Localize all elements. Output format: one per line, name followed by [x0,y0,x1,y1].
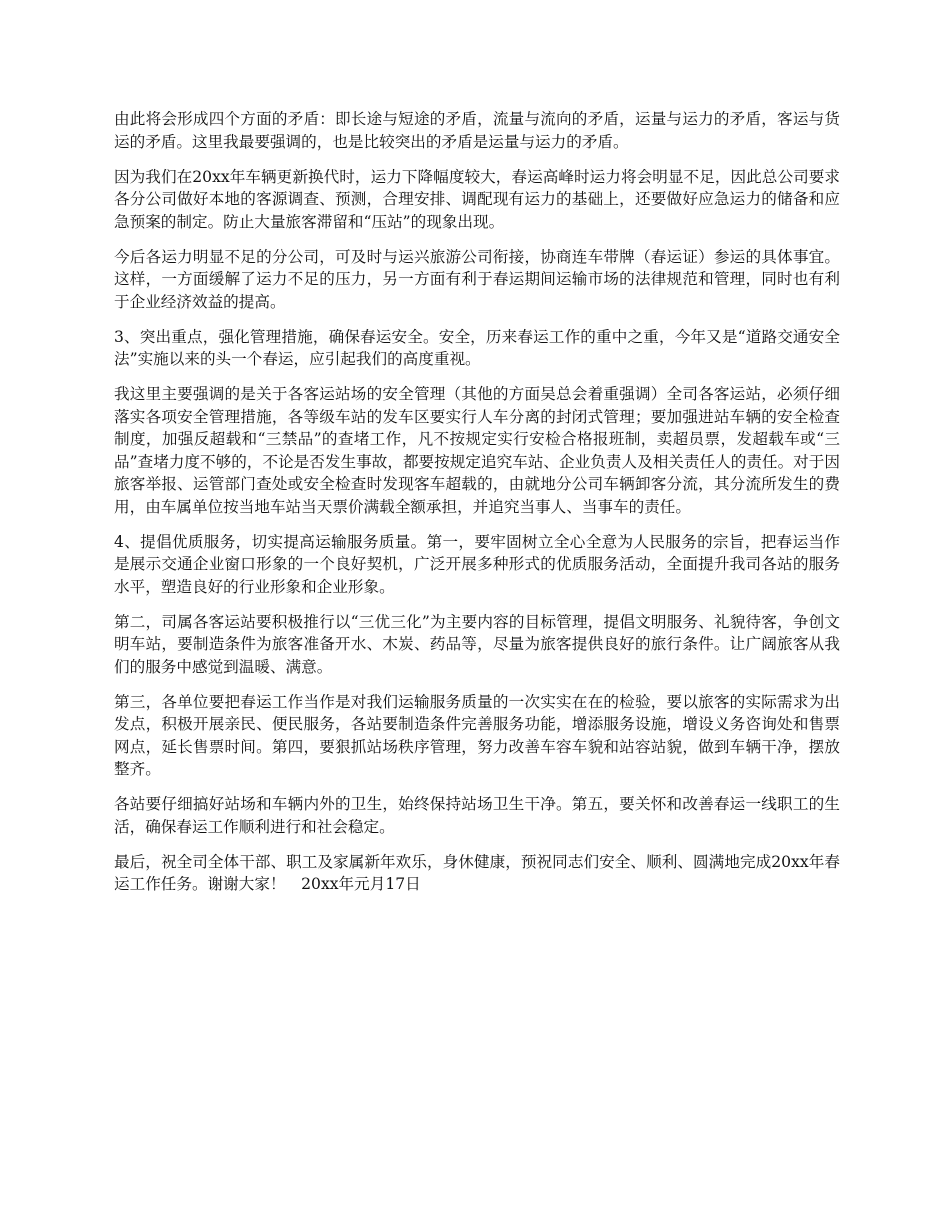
paragraph-7: 第二，司属各客运站要积极推行以“三优三化”为主要内容的目标管理，提倡文明服务、礼貌待客，争创文明车站，要制造条件为旅客准备开水、木炭、药品等，尽量为旅客提供良好的旅行条件。让广阔旅客从我们的服务中感觉到温暖、满意。 [114,612,840,676]
paragraph-1: 由此将会形成四个方面的矛盾：即长途与短途的矛盾，流量与流向的矛盾，运量与运力的矛盾，客运与货运的矛盾。这里我最要强调的，也是比较突出的矛盾是运量与运力的矛盾。 [114,110,840,151]
document-body [114,108,840,908]
paragraph-10: 最后，祝全司全体干部、职工及家属新年欢乐，身休健康，预祝同志们安全、顺利、圆满地完成20xx年春运工作任务。谢谢大家！ 20xx年元月17日 [114,852,840,893]
paragraph-5: 我这里主要强调的是关于各客运站场的安全管理（其他的方面吴总会着重强调）全司各客运站，必须仔细落实各项安全管理措施，各等级车站的发车区要实行人车分离的封闭式管理；要加强进站车辆的安全检查制度，加强反超载和“三禁品”的查堵工作，凡不按规定实行安检合格报班制，卖超员票，发超载车或“三品”查堵力度不够的，不论是否发生事故，都要按规定追究车站、企业负责人及相关责任人的责任。对于因旅客举报、运管部门查处或安全检查时发现客车超载的，由就地分公司车辆卸客分流，其分流所发生的费用，由车属单位按当地车站当天票价满载全额承担，并追究当事人、当事车的责任。 [114,385,840,516]
paragraph-3: 今后各运力明显不足的分公司，可及时与运兴旅游公司衔接，协商连车带牌（春运证）参运的具体事宜。这样，一方面缓解了运力不足的压力，另一方面有利于春运期间运输市场的法律规范和管理，同时也有利于企业经济效益的提高。 [114,247,840,311]
paragraph-6: 4、提倡优质服务，切实提高运输服务质量。第一，要牢固树立全心全意为人民服务的宗旨，把春运当作是展示交通企业窗口形象的一个良好契机，广泛开展多种形式的优质服务活动，全面提升我司各站的服务水平，塑造良好的行业形象和企业形象。 [114,532,840,596]
paragraph-8: 第三，各单位要把春运工作当作是对我们运输服务质量的一次实实在在的检验，要以旅客的实际需求为出发点，积极开展亲民、便民服务，各站要制造条件完善服务功能，增添服务设施，增设义务咨询处和售票网点，延长售票时间。第四，要狠抓站场秩序管理，努力改善车容车貌和站容站貌，做到车辆干净，摆放整齐。 [114,692,840,778]
paragraph-9: 各站要仔细搞好站场和车辆内外的卫生，始终保持站场卫生干净。第五，要关怀和改善春运一线职工的生活，确保春运工作顺利进行和社会稳定。 [114,795,840,836]
paragraph-4: 3、突出重点，强化管理措施，确保春运安全。安全，历来春运工作的重中之重，今年又是“道路交通安全法”实施以来的头一个春运，应引起我们的高度重视。 [114,327,840,368]
paragraph-2: 因为我们在20xx年车辆更新换代时，运力下降幅度较大，春运高峰时运力将会明显不足，因此总公司要求各分公司做好本地的客源调查、预测，合理安排、调配现有运力的基础上，还要做好应急运力的储备和应急预案的制定。防止大量旅客滞留和“压站”的现象出现。 [114,167,840,231]
